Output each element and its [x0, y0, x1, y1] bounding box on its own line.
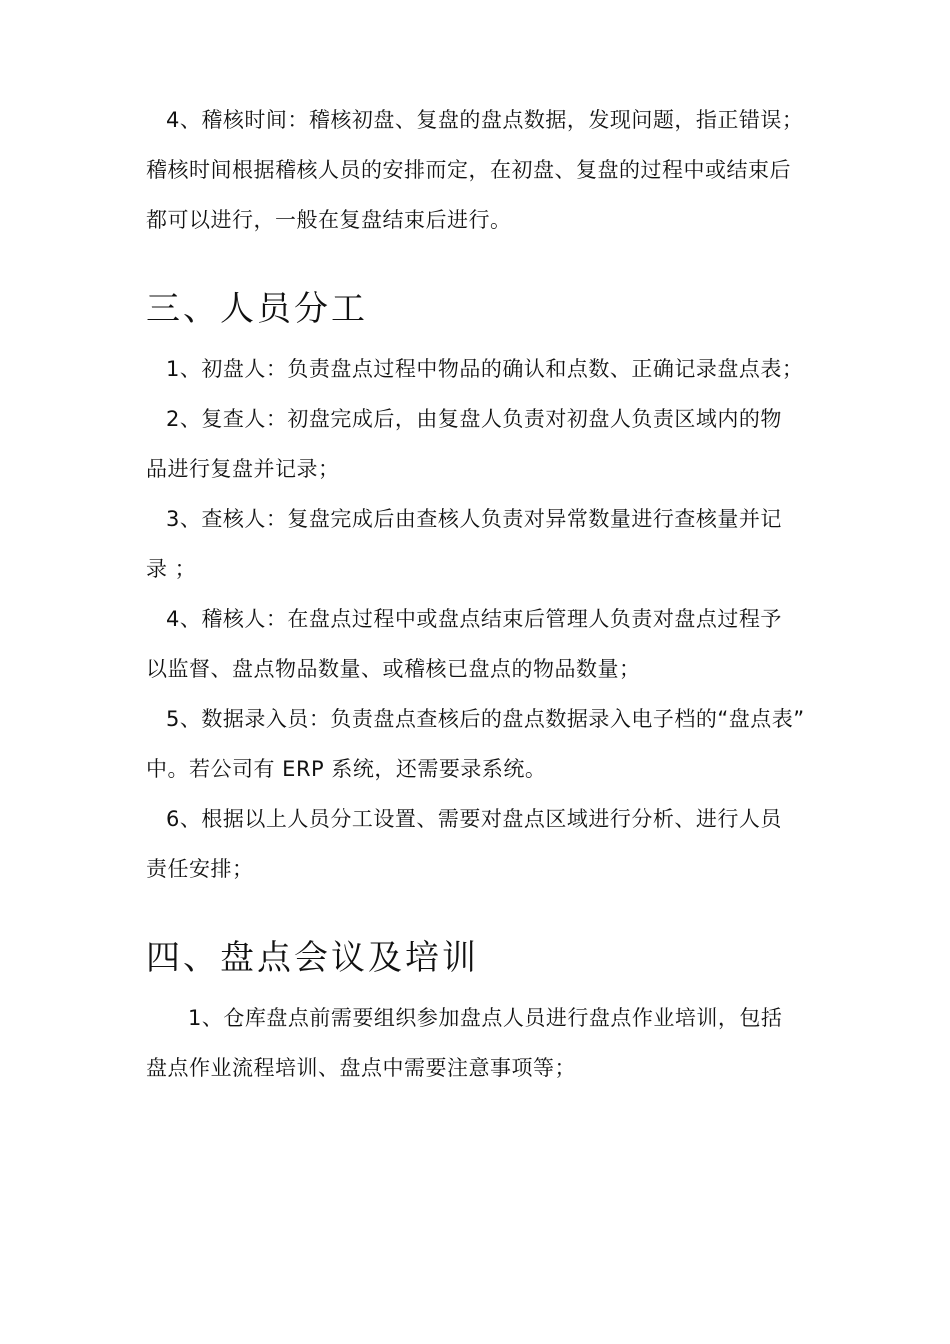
section-heading: 三、人员分工	[146, 289, 368, 329]
list-item-line: 盘点作业流程培训、盘点中需要注意事项等；	[146, 1056, 576, 1080]
list-item-line: 中。若公司有 ERP 系统，还需要录系统。	[146, 757, 547, 781]
list-item-line: 录 ；	[146, 557, 197, 581]
list-item-line: 以监督、盘点物品数量、或稽核已盘点的物品数量；	[146, 657, 641, 681]
list-item-line: 品进行复盘并记录；	[146, 457, 340, 481]
list-item-line: 6、根据以上人员分工设置、需要对盘点区域进行分析、进行人员	[166, 807, 782, 831]
list-item-line: 2、复查人：初盘完成后，由复盘人负责对初盘人负责区域内的物	[166, 407, 782, 431]
list-item-line: 责任安排；	[146, 857, 254, 881]
list-item-line: 3、查核人：复盘完成后由查核人负责对异常数量进行查核量并记	[166, 507, 782, 531]
list-item-line: 4、稽核人：在盘点过程中或盘点结束后管理人负责对盘点过程予	[166, 607, 782, 631]
list-item-line: 5、数据录入员：负责盘点查核后的盘点数据录入电子档的“盘点表”	[166, 707, 805, 731]
list-item-line: 1、初盘人：负责盘点过程中物品的确认和点数、正确记录盘点表；	[166, 357, 804, 381]
list-item-line: 1、仓库盘点前需要组织参加盘点人员进行盘点作业培训，包括	[188, 1006, 783, 1030]
paragraph-line: 4、稽核时间：稽核初盘、复盘的盘点数据，发现问题，指正错误；	[166, 108, 804, 132]
paragraph-line: 稽核时间根据稽核人员的安排而定，在初盘、复盘的过程中或结束后	[146, 158, 791, 182]
paragraph-line: 都可以进行，一般在复盘结束后进行。	[146, 208, 512, 232]
section-heading: 四、盘点会议及培训	[146, 938, 479, 978]
